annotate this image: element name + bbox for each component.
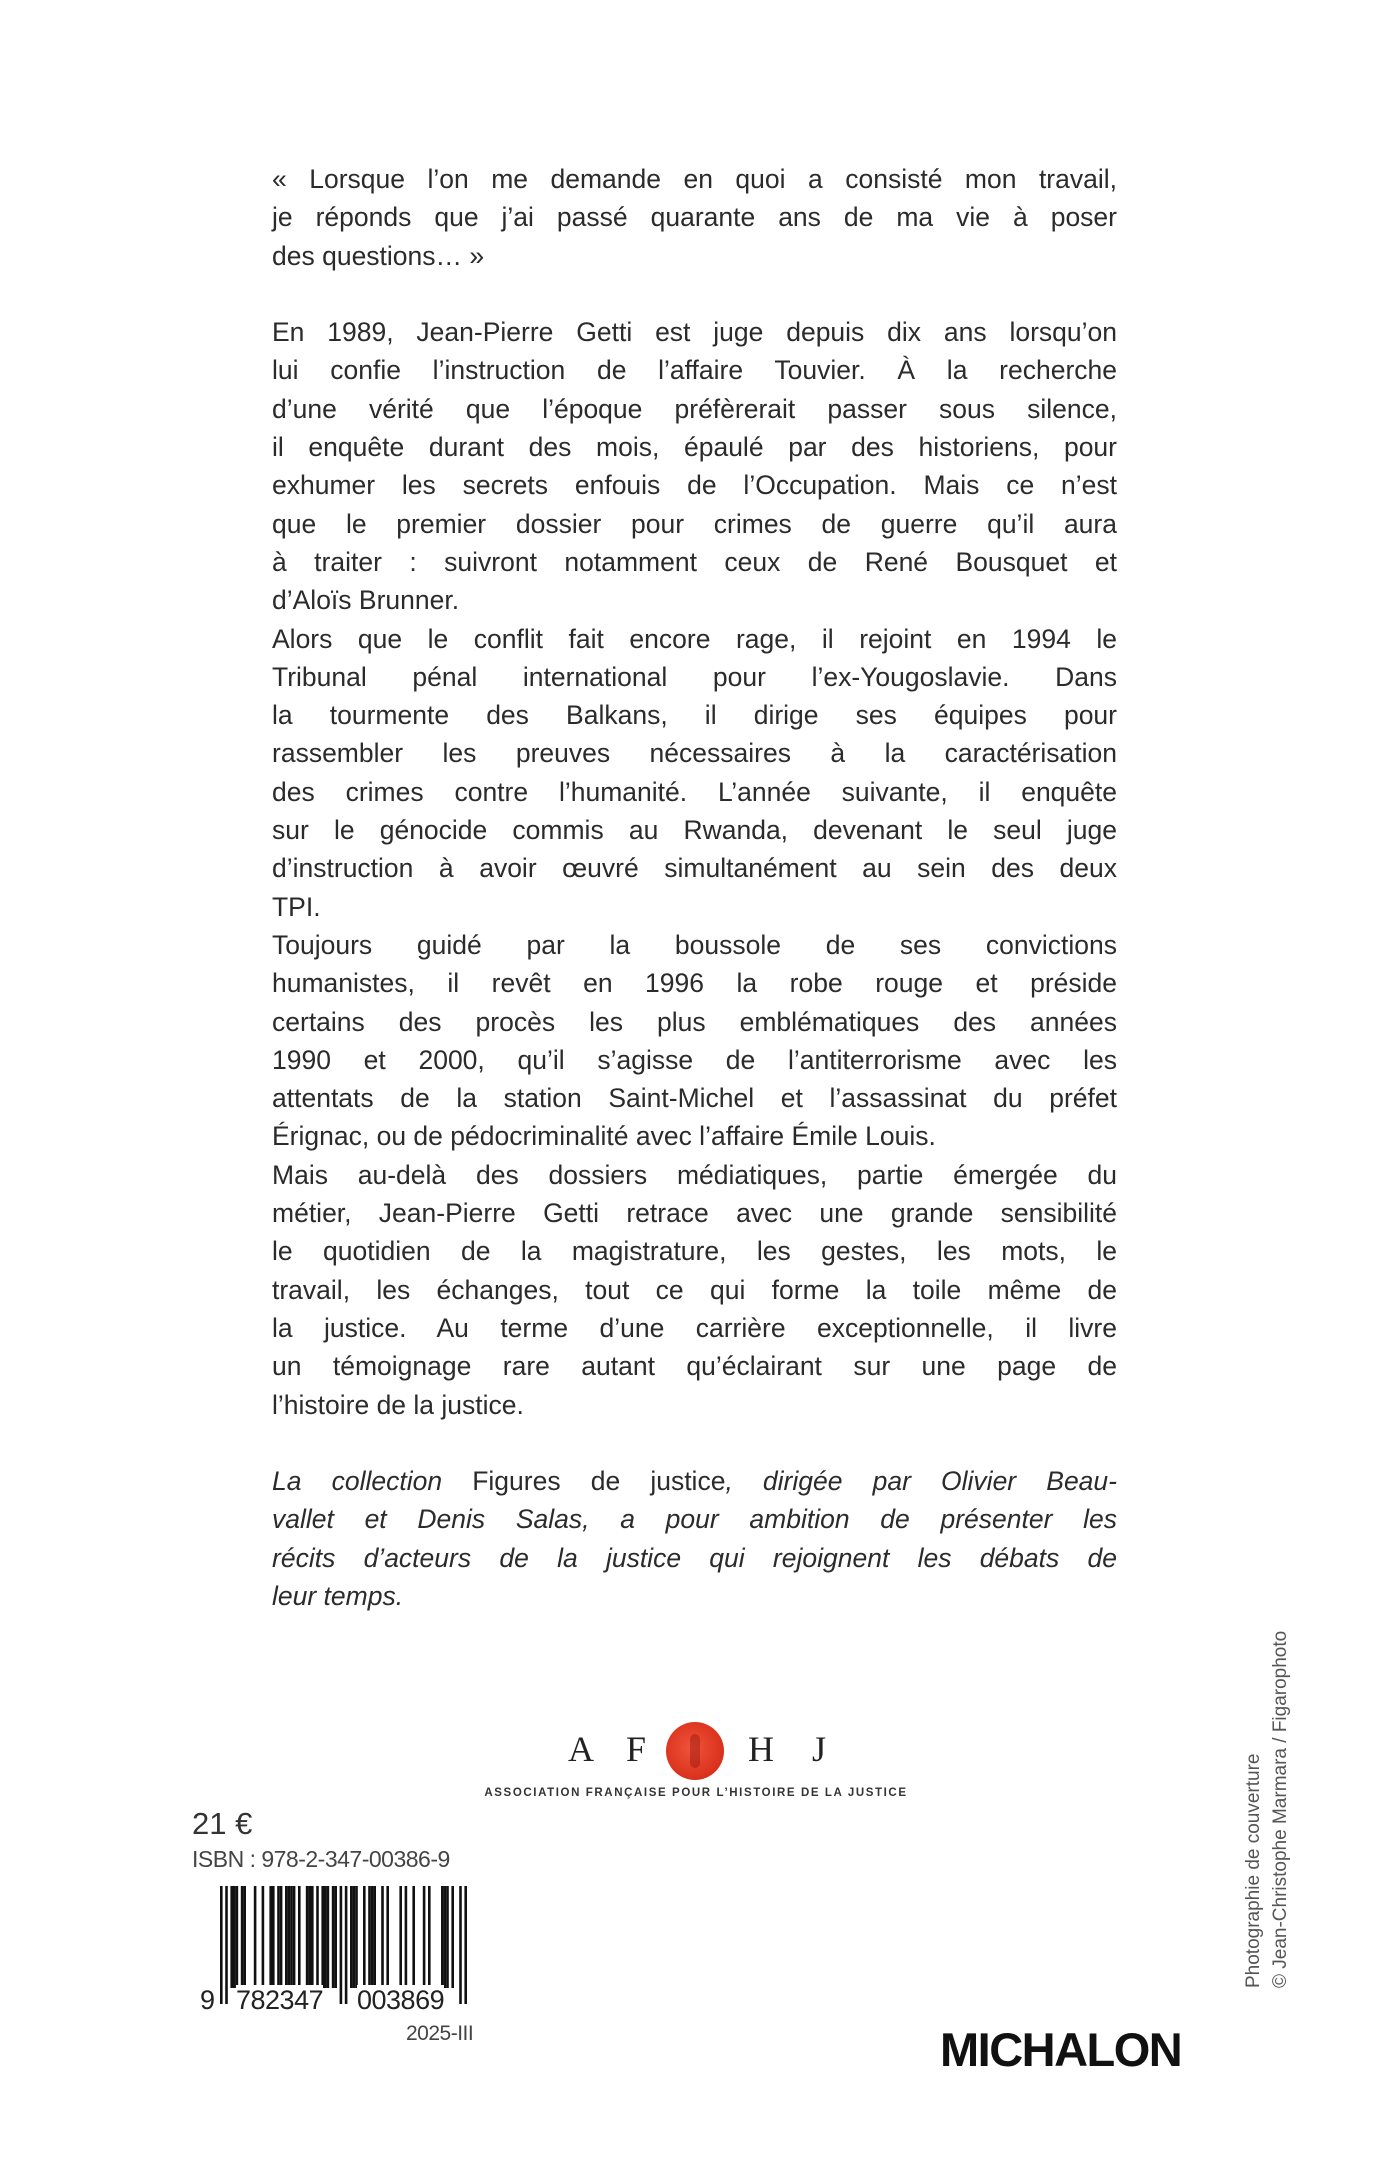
paragraph-line: TPI. [272, 891, 321, 922]
barcode-bar [340, 1886, 343, 2004]
paragraph-line: humanistes, il revêt en 1996 la robe rouge et préside [272, 968, 1117, 999]
paragraph-line: métier, Jean-Pierre Getti retrace avec une grande sensibilité [272, 1198, 1117, 1229]
barcode-bar [311, 1886, 314, 1988]
barcode-bar [428, 1886, 431, 1988]
barcode-bar [241, 1886, 244, 1988]
barcode-digit-first: 9 [200, 1985, 215, 2015]
barcode-bar [371, 1886, 374, 1988]
paragraph-line: des crimes contre l’humanité. L’année suivante, il enquête [272, 776, 1117, 807]
collection-line: leur temps. [272, 1580, 404, 1611]
barcode-bar [230, 1886, 233, 1988]
barcode-bar [316, 1886, 319, 1988]
afhj-logo [560, 1722, 832, 1782]
paragraph-line: attentats de la station Saint-Michel et l’assassinat du préfet [272, 1083, 1117, 1114]
paragraph-line: l’histoire de la justice. [272, 1389, 524, 1420]
barcode-bar [464, 1886, 467, 2004]
collection-title: Figures de justice [472, 1466, 726, 1497]
barcode-digits-right: 003869 [357, 1985, 445, 2015]
barcode-bar [298, 1886, 301, 1988]
barcode-bar [444, 1886, 447, 1988]
barcode-bar [412, 1886, 415, 1988]
barcode-bar [441, 1886, 444, 1988]
barcode-digits-left: 782347 [236, 1985, 324, 2015]
collection-text: , dirigée par Olivier Beau- [725, 1466, 1117, 1497]
paragraph-line: la tourmente des Balkans, il dirige ses équipes pour [272, 700, 1117, 731]
blurb-paragraphs [272, 313, 1117, 1424]
wax-seal-icon [666, 1722, 724, 1780]
barcode-bar [220, 1886, 223, 2004]
barcode-bar [233, 1886, 236, 1988]
blurb-paragraph [272, 620, 1117, 926]
logo-letter: J [812, 1729, 827, 1769]
logo-letter: H [748, 1729, 774, 1769]
blurb-paragraph [272, 313, 1117, 619]
paragraph-line: lui confie l’instruction de l’affaire Touvier. À la recherche [272, 355, 1117, 386]
barcode-bar [243, 1886, 246, 1988]
barcode-bar [368, 1886, 371, 1988]
collection-line: vallet et Denis Salas, a pour ambition de présenter les [272, 1504, 1117, 1535]
quote-line: je réponds que j’ai passé quarante ans de ma vie à poser [272, 202, 1117, 233]
barcode-bar [363, 1886, 366, 1988]
paragraph-line: le quotidien de la magistrature, les gestes, les mots, le [272, 1236, 1117, 1267]
paragraph-line: à traiter : suivront notamment ceux de René Bousquet et [272, 546, 1117, 577]
publisher-logo: MICHALON [940, 2023, 1182, 2076]
opening-quote [272, 160, 1117, 275]
barcode-bar [308, 1886, 311, 1988]
collection-text: La collection [272, 1466, 473, 1497]
barcode-bar [373, 1886, 376, 1988]
barcode-bar [285, 1886, 288, 1988]
barcode-bar [353, 1886, 356, 1988]
quote-line: « Lorsque l’on me demande en quoi a consisté mon travail, [272, 164, 1117, 194]
edition-code: 2025-III [406, 2022, 474, 2045]
logo-letter: F [626, 1729, 647, 1769]
barcode-bar [381, 1886, 384, 1988]
paragraph-line: 1990 et 2000, qu’il s’agisse de l’antiterrorisme avec les [272, 1044, 1117, 1075]
paragraph-line: Érignac, ou de pédocriminalité avec l’affaire Émile Louis. [272, 1121, 936, 1152]
blurb-paragraph [272, 1156, 1117, 1424]
paragraph-line: un témoignage rare autant qu’éclairant sur une page de [272, 1351, 1117, 1382]
paragraph-line: Mais au-delà des dossiers médiatiques, partie émergée du [272, 1159, 1117, 1190]
barcode-bar [334, 1886, 337, 1988]
photo-credit-line: Photographie de couverture [1243, 1753, 1264, 1988]
barcode-bar [405, 1886, 408, 1988]
barcode-bar [262, 1886, 265, 1988]
back-cover-text [272, 160, 1117, 1615]
paragraph-line: certains des procès les plus emblématiques des années [272, 1006, 1117, 1037]
paragraph-line: il enquête durant des mois, épaulé par des historiens, pour [272, 432, 1117, 463]
barcode-bar [350, 1886, 353, 1988]
quote-line: des questions… » [272, 240, 485, 271]
paragraph-line: En 1989, Jean-Pierre Getti est juge depuis dix ans lorsqu’on [272, 317, 1117, 348]
collection-note [272, 1462, 1117, 1615]
collection-line: récits d’acteurs de la justice qui rejoignent les débats de [272, 1542, 1117, 1573]
barcode-bar [280, 1886, 283, 1988]
photo-credit-line: © Jean-Christophe Marmara / Figarophoto [1270, 1630, 1291, 1988]
paragraph-line: Tribunal pénal international pour l’ex-Yougoslavie. Dans [272, 661, 1117, 692]
barcode-bar [399, 1886, 402, 1988]
barcode-bar [324, 1886, 327, 1988]
paragraph-line: Toujours guidé par la boussole de ses convictions [272, 929, 1117, 960]
barcode-bar [288, 1886, 291, 1988]
photo-credit [1240, 1631, 1294, 1988]
barcode-bar [423, 1886, 426, 1988]
barcode-bar [459, 1886, 462, 2004]
barcode-bar [290, 1886, 293, 1988]
paragraph-line: la justice. Au terme d’une carrière exceptionnelle, il livre [272, 1312, 1117, 1343]
barcode-bar [332, 1886, 335, 1988]
paragraph-line: d’instruction à avoir œuvré simultanément au sein des deux [272, 853, 1117, 884]
barcode-bar [254, 1886, 257, 1988]
price: 21 € [192, 1806, 253, 1841]
paragraph-line: d’Aloïs Brunner. [272, 585, 460, 616]
barcode-bar [451, 1886, 454, 1988]
paragraph-line: que le premier dossier pour crimes de guerre qu’il aura [272, 508, 1117, 539]
barcode-bar [269, 1886, 272, 1988]
barcode-bar [446, 1886, 449, 1988]
logo-letter: A [568, 1729, 594, 1769]
paragraph-line: sur le génocide commis au Rwanda, devenant le seul juge [272, 815, 1117, 846]
barcode-bar [277, 1886, 280, 1988]
barcode-bar [386, 1886, 389, 1988]
barcode-bar [345, 1886, 348, 2004]
paragraph-line: Alors que le conflit fait encore rage, il rejoint en 1994 le [272, 623, 1117, 654]
barcode-bar [225, 1886, 228, 2004]
barcode-bar [327, 1886, 330, 1988]
paragraph-line: rassembler les preuves nécessaires à la caractérisation [272, 738, 1117, 769]
barcode-bar [236, 1886, 239, 1988]
paragraph-line: d’une vérité que l’époque préfèrerait passer sous silence, [272, 393, 1117, 424]
barcode-bar [355, 1886, 358, 1988]
afhj-tagline: ASSOCIATION FRANÇAISE POUR L’HISTOIRE DE LA JUSTICE [484, 1787, 908, 1799]
barcode-bar [321, 1886, 324, 1988]
barcode-bar [306, 1886, 309, 1988]
paragraph-line: exhumer les secrets enfouis de l’Occupation. Mais ce n’est [272, 470, 1117, 501]
blurb-paragraph [272, 926, 1117, 1156]
paragraph-line: travail, les échanges, tout ce qui forme la toile même de [272, 1274, 1117, 1305]
barcode-bar [272, 1886, 275, 1988]
isbn: ISBN : 978-2-347-00386-9 [192, 1846, 450, 1872]
barcode-bar [293, 1886, 296, 1988]
